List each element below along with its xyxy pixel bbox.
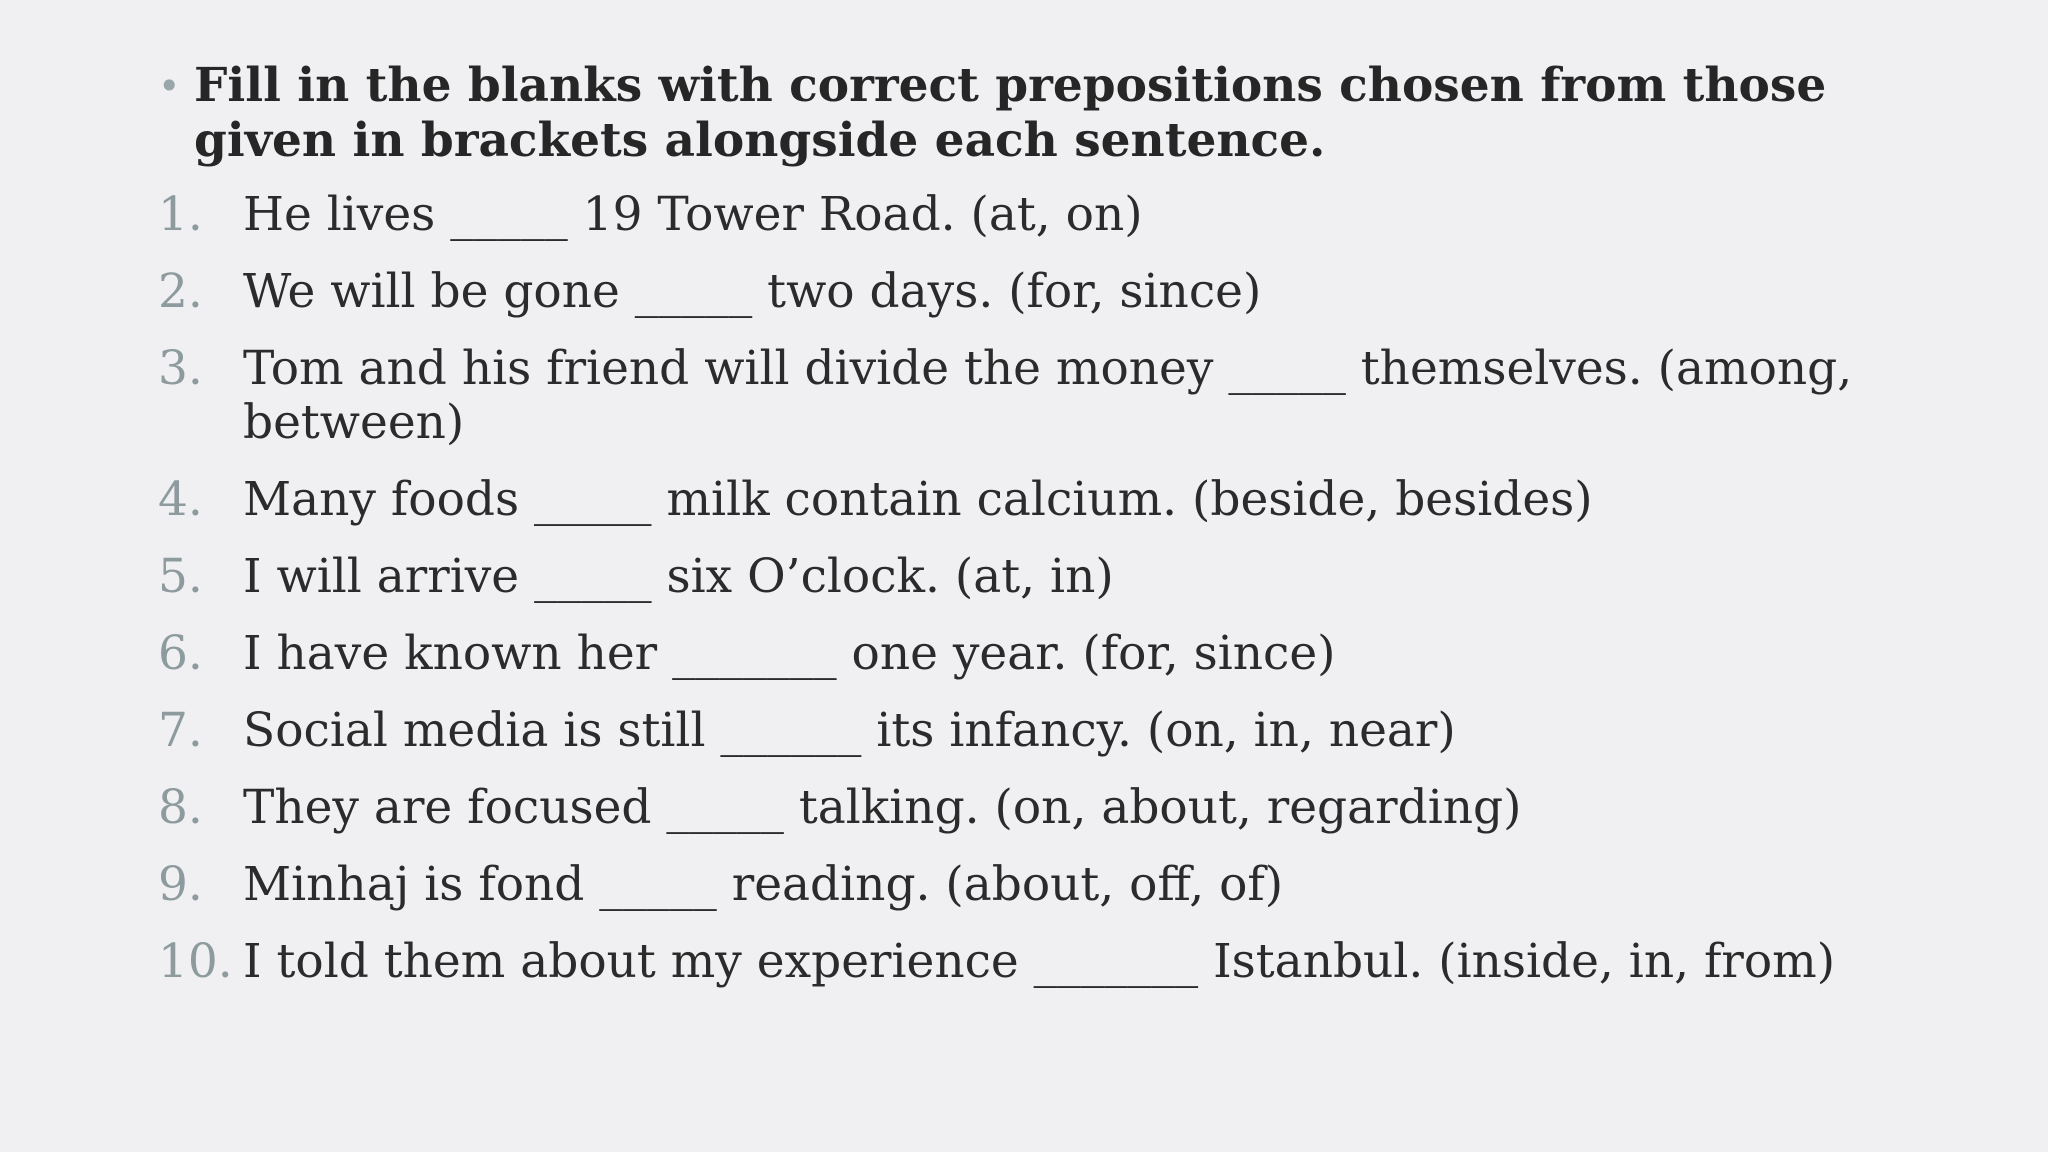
question-text: Minhaj is fond _____ reading. (about, off, of) bbox=[243, 857, 1284, 912]
question-text: I have known her _______ one year. (for, since) bbox=[243, 626, 1336, 681]
question-number: 10. bbox=[158, 934, 233, 989]
question-list bbox=[158, 188, 1918, 1012]
instruction-bullet bbox=[158, 58, 1898, 168]
question-item bbox=[158, 265, 1918, 319]
question-item bbox=[158, 858, 1918, 912]
question-number: 7. bbox=[158, 703, 203, 758]
question-text: Social media is still ______ its infancy. (on, in, near) bbox=[243, 703, 1456, 758]
instruction-text: Fill in the blanks with correct prepositions chosen from those given in brackets alongside each sentence. bbox=[194, 58, 1827, 168]
question-number: 9. bbox=[158, 857, 203, 912]
question-text: I told them about my experience _______ Istanbul. (inside, in, from) bbox=[243, 934, 1836, 989]
question-item bbox=[158, 781, 1918, 835]
question-number: 1. bbox=[158, 187, 203, 242]
question-text: Tom and his friend will divide the money _____ themselves. (among, between) bbox=[243, 341, 1853, 450]
question-number: 2. bbox=[158, 264, 203, 319]
question-text: Many foods _____ milk contain calcium. (beside, besides) bbox=[243, 472, 1593, 527]
question-item bbox=[158, 342, 1918, 450]
question-item bbox=[158, 935, 1918, 989]
question-item bbox=[158, 704, 1918, 758]
question-text: They are focused _____ talking. (on, about, regarding) bbox=[243, 780, 1522, 835]
question-text: We will be gone _____ two days. (for, since) bbox=[243, 264, 1262, 319]
question-number: 5. bbox=[158, 549, 203, 604]
question-item bbox=[158, 188, 1918, 242]
question-number: 4. bbox=[158, 472, 203, 527]
question-number: 8. bbox=[158, 780, 203, 835]
question-item bbox=[158, 627, 1918, 681]
question-text: He lives _____ 19 Tower Road. (at, on) bbox=[243, 187, 1143, 242]
question-number: 3. bbox=[158, 341, 203, 396]
question-item bbox=[158, 550, 1918, 604]
question-text: I will arrive _____ six O’clock. (at, in) bbox=[243, 549, 1114, 604]
question-number: 6. bbox=[158, 626, 203, 681]
question-item bbox=[158, 473, 1918, 527]
bullet-icon: • bbox=[158, 64, 181, 108]
